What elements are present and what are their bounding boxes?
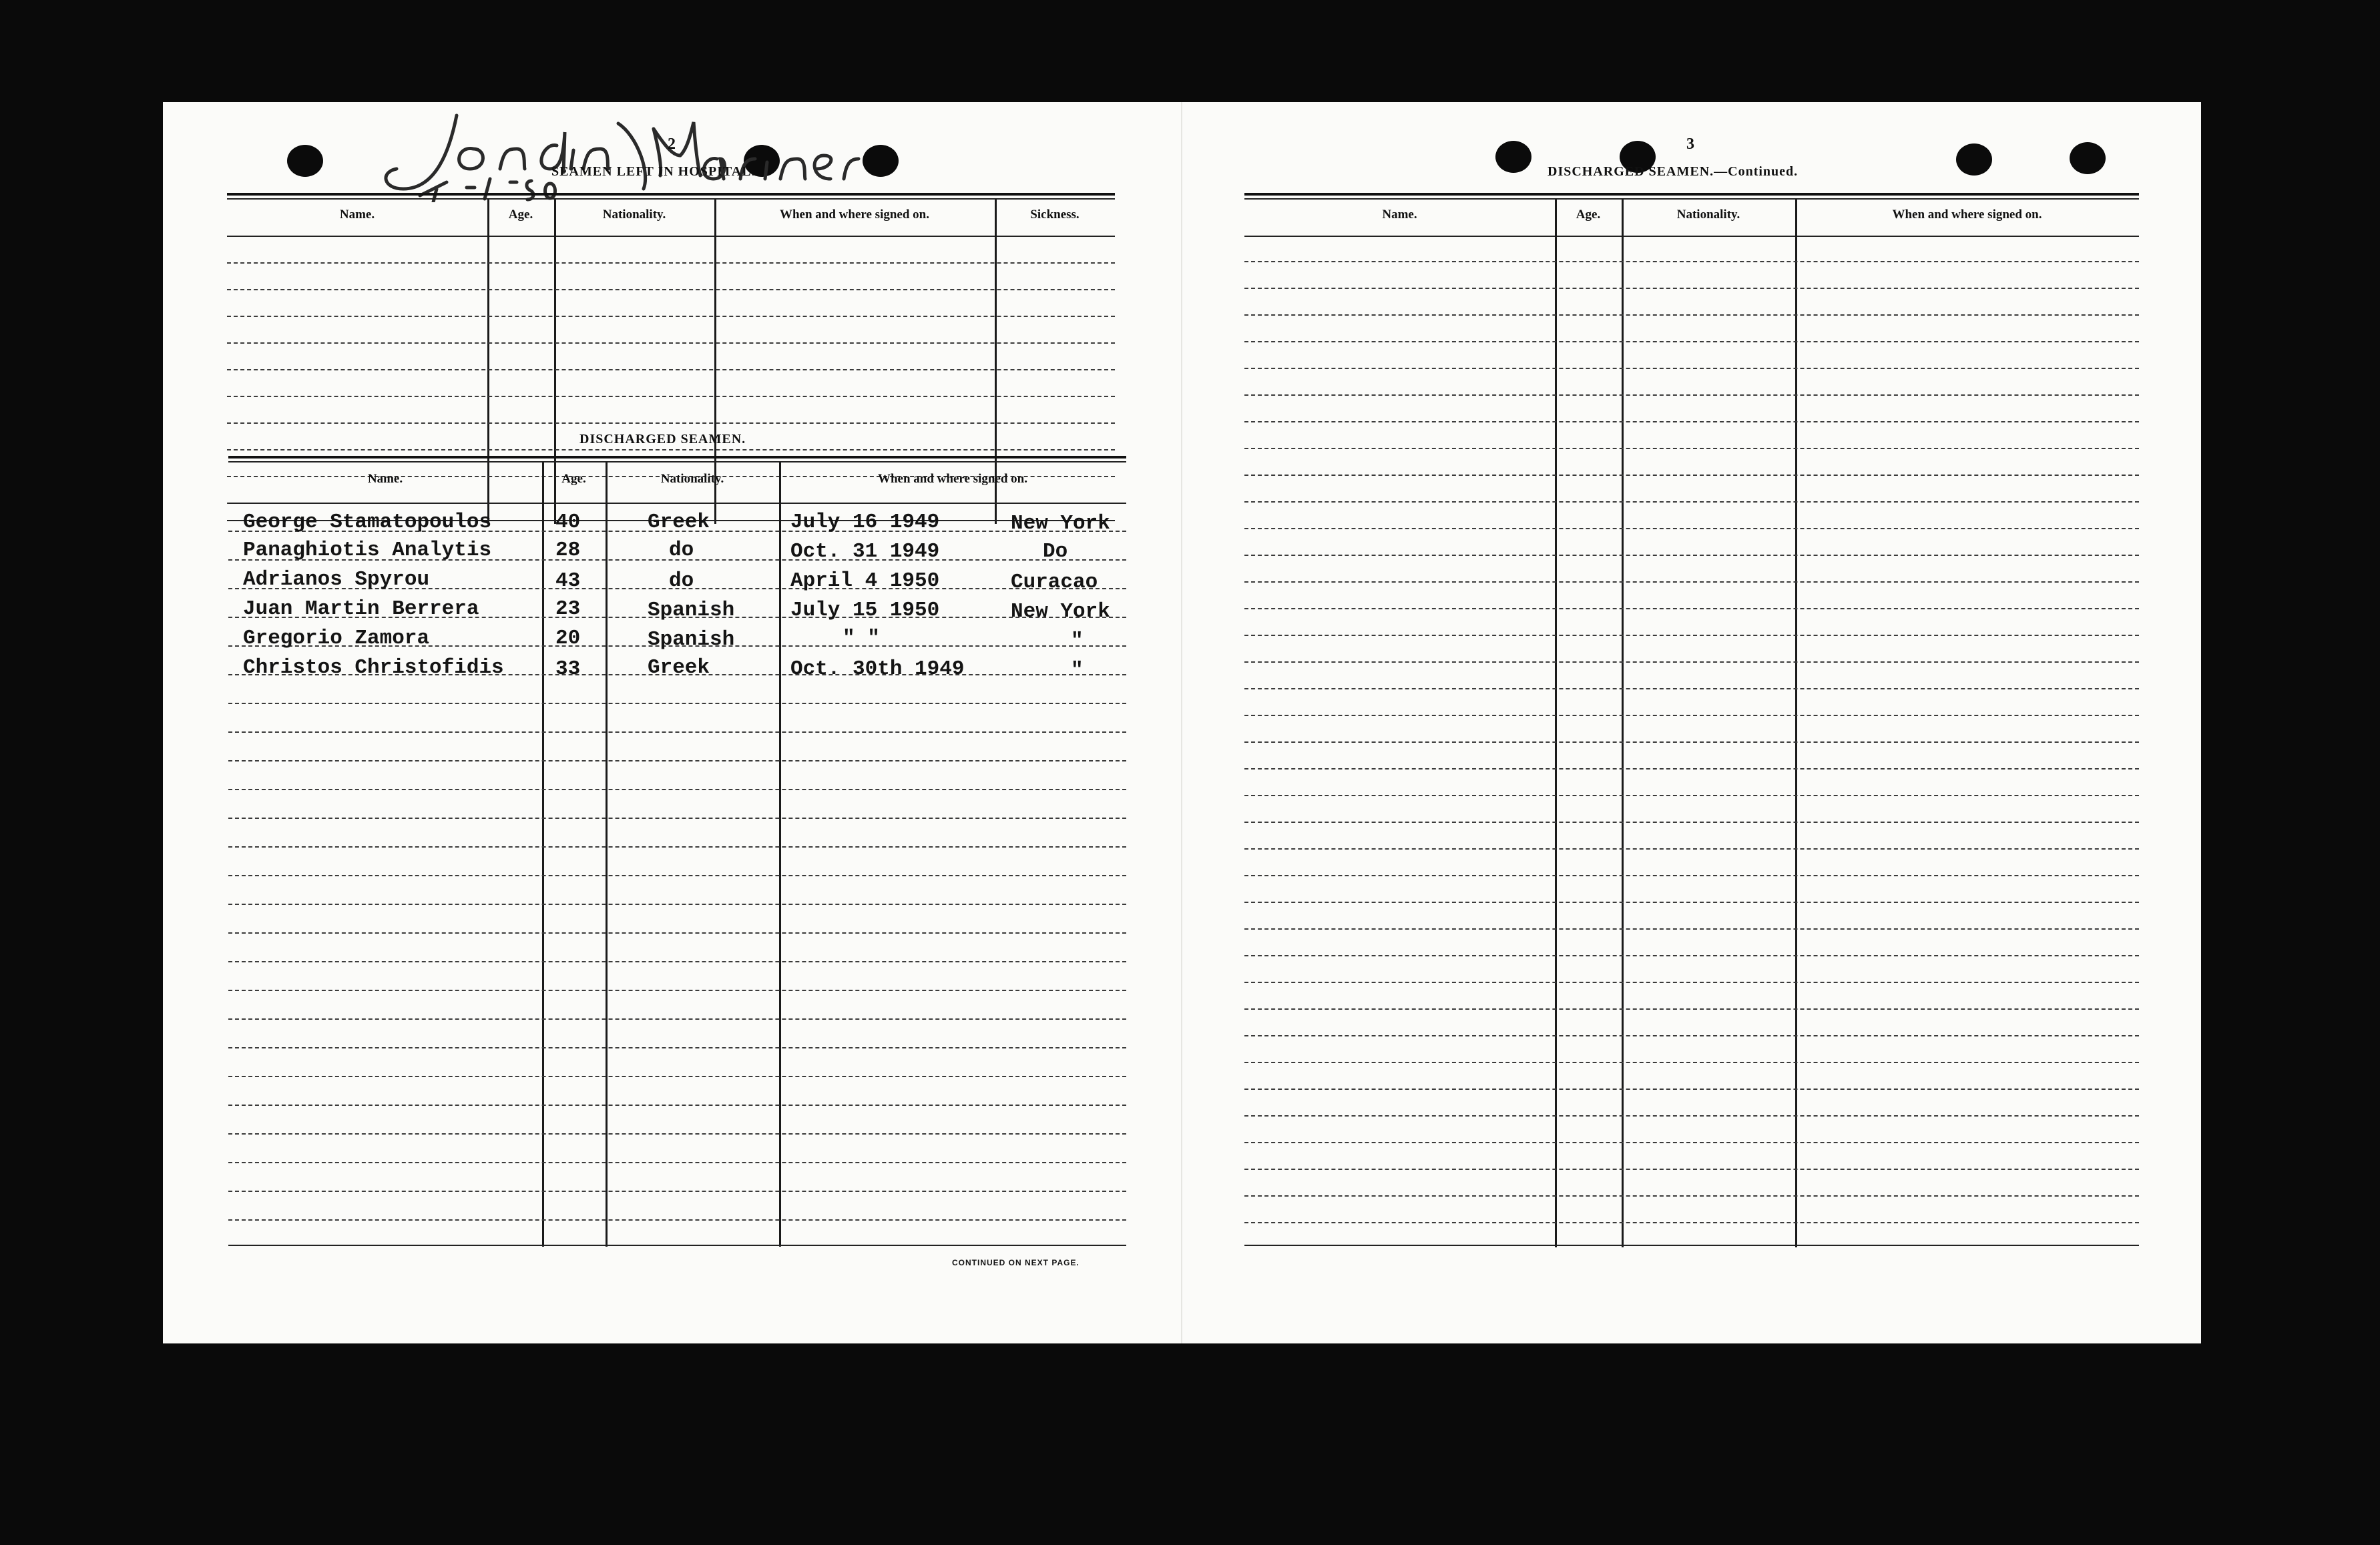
punch-hole xyxy=(2070,142,2106,174)
table-row-date: Oct. 30th 1949 xyxy=(790,657,965,681)
col-header-name: Name. xyxy=(1382,208,1417,222)
punch-hole xyxy=(1956,143,1992,176)
page-fold xyxy=(1181,102,1182,1343)
table-row-name: Panaghiotis Analytis xyxy=(243,539,492,562)
table-row-nationality: Greek xyxy=(648,511,710,534)
col-header-nationality: Nationality. xyxy=(1676,208,1740,222)
table-row-date: Oct. 31 1949 xyxy=(790,540,940,563)
table-row-age: 28 xyxy=(555,539,581,562)
handwritten-signature xyxy=(356,109,877,202)
continued-note: CONTINUED ON NEXT PAGE. xyxy=(952,1258,1080,1267)
table-row-nationality: Spanish xyxy=(648,599,735,622)
punch-hole xyxy=(1495,141,1531,173)
col-header-age: Age. xyxy=(508,208,533,222)
col-header-signed-on: When and where signed on. xyxy=(1892,208,2042,222)
table-row-age: 33 xyxy=(555,657,581,681)
table-row-name: Christos Christofidis xyxy=(243,656,504,679)
table-row-place: New York xyxy=(1011,512,1110,535)
col-header-sickness: Sickness. xyxy=(1030,208,1080,222)
col-header-signed-on: When and where signed on. xyxy=(877,472,1027,486)
discharged-continued-table xyxy=(1244,193,2139,1249)
col-header-name: Name. xyxy=(339,208,375,222)
table-row-place: Curacao xyxy=(1011,571,1098,594)
table-row-date: April 4 1950 xyxy=(790,569,940,593)
table-row-nationality: Spanish xyxy=(648,628,735,651)
discharged-section-title: DISCHARGED SEAMEN. xyxy=(579,432,746,446)
ledger-sheet xyxy=(163,102,2201,1343)
right-page-number: 3 xyxy=(1686,135,1694,153)
table-row-date: July 16 1949 xyxy=(790,511,940,534)
table-row-nationality: Greek xyxy=(648,656,710,679)
punch-hole xyxy=(287,145,323,177)
table-row-place: New York xyxy=(1011,600,1110,623)
col-header-age: Age. xyxy=(561,472,586,486)
table-row-age: 20 xyxy=(555,627,581,650)
col-header-nationality: Nationality. xyxy=(602,208,666,222)
table-row-nationality: do xyxy=(669,569,694,593)
table-row-name: George Stamatopoulos xyxy=(243,511,492,534)
table-row-age: 23 xyxy=(555,597,581,621)
table-row-age: 40 xyxy=(555,511,581,534)
table-row-date: July 15 1950 xyxy=(790,599,940,622)
col-header-nationality: Nationality. xyxy=(660,472,724,486)
table-row-place: Do xyxy=(1043,540,1068,563)
table-row-place: " xyxy=(1071,659,1084,682)
left-page-number: 2 xyxy=(668,135,676,153)
table-row-date: " " xyxy=(843,627,880,650)
table-row-age: 43 xyxy=(555,569,581,593)
hospital-section-title: SEAMEN LEFT IN HOSPITAL. xyxy=(551,164,756,179)
table-row-place: " xyxy=(1071,629,1084,653)
col-header-age: Age. xyxy=(1576,208,1601,222)
col-header-name: Name. xyxy=(367,472,403,486)
table-row-name: Adrianos Spyrou xyxy=(243,568,430,591)
table-row-name: Juan Martin Berrera xyxy=(243,597,479,621)
right-page-title: DISCHARGED SEAMEN.—Continued. xyxy=(1548,164,1799,179)
table-row-nationality: do xyxy=(669,539,694,562)
col-header-signed-on: When and where signed on. xyxy=(779,208,929,222)
discharged-table xyxy=(228,456,1126,1250)
table-row-name: Gregorio Zamora xyxy=(243,627,430,650)
